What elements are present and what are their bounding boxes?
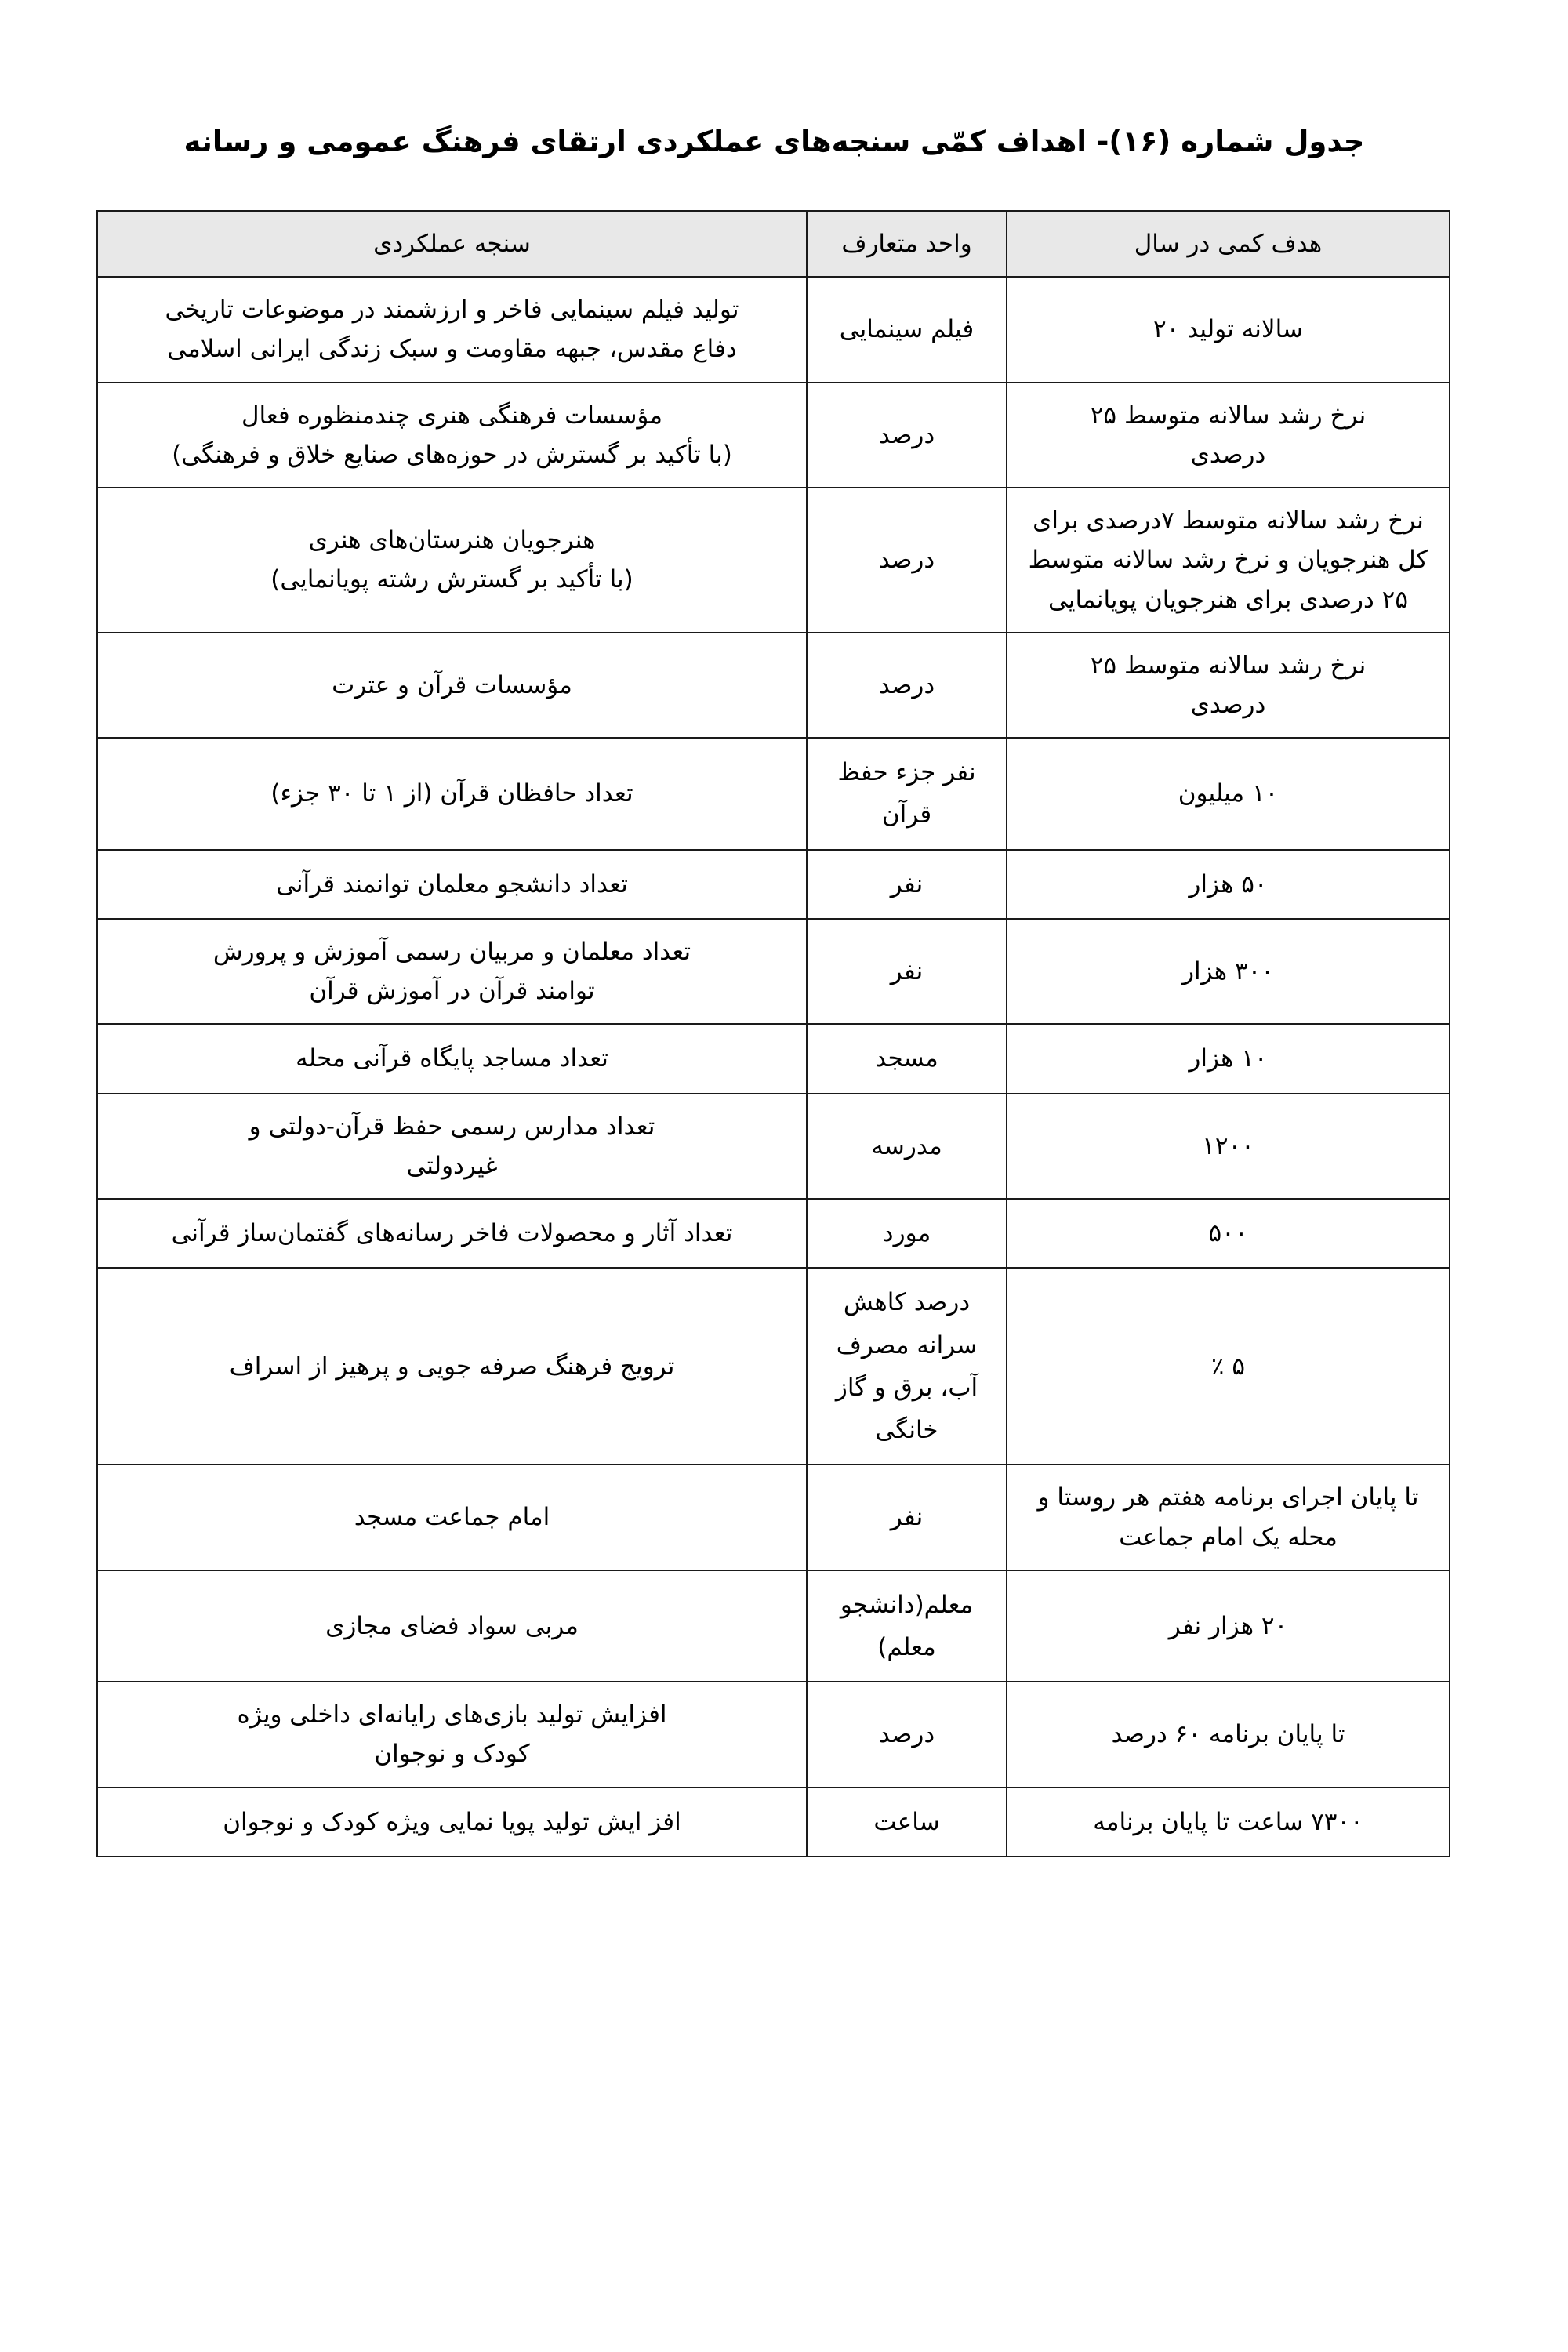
table-body <box>97 277 1450 1857</box>
table-header-row <box>97 211 1450 277</box>
table-row <box>97 277 1450 382</box>
table-row <box>97 1199 1450 1268</box>
table-row <box>97 850 1450 919</box>
table-row <box>97 1788 1450 1857</box>
cell-unit-text: درصد کاهش سرانه مصرف آب، برق و گاز خانگی <box>835 1288 978 1445</box>
cell-unit <box>807 738 1007 850</box>
table-row <box>97 1094 1450 1199</box>
cell-measure <box>97 1570 807 1682</box>
cell-unit <box>807 919 1007 1024</box>
table-row <box>97 488 1450 633</box>
cell-unit <box>807 1268 1007 1465</box>
cell-measure-line: ترویج فرهنگ صرفه جویی و پرهیز از اسراف <box>229 1352 675 1381</box>
cell-measure-line: (با تأکید بر گسترش رشته پویانمایی) <box>270 565 633 594</box>
cell-unit <box>807 277 1007 382</box>
cell-measure <box>97 383 807 488</box>
cell-measure <box>97 850 807 919</box>
cell-measure <box>97 488 807 633</box>
table-row <box>97 1465 1450 1570</box>
cell-target <box>1007 488 1450 633</box>
cell-measure-line: تولید فیلم سینمایی فاخر و ارزشمند در موضوعات تاریخی <box>165 296 739 325</box>
cell-target-line: ۲۰ هزار نفر <box>1168 1611 1288 1640</box>
cell-target-line: ۳۰۰ هزار <box>1182 957 1274 986</box>
performance-metrics-table <box>96 210 1450 1857</box>
cell-unit-text: نفر <box>890 1503 924 1532</box>
cell-unit <box>807 1094 1007 1199</box>
cell-target-line: سالانه تولید ۲۰ <box>1152 315 1304 344</box>
cell-measure <box>97 919 807 1024</box>
cell-target-line: نرخ رشد سالانه متوسط ۲۵ <box>1090 401 1367 430</box>
cell-target-line: نرخ رشد سالانه متوسط ۷درصدی برای کل هنرجویان و نرخ رشد سالانه متوسط ۲۵ درصدی برای هنرجویان پویانمایی <box>1028 506 1428 614</box>
table-row <box>97 1682 1450 1787</box>
cell-unit-text: مسجد <box>875 1044 938 1073</box>
cell-measure <box>97 277 807 382</box>
cell-unit-text: درصد <box>878 420 935 449</box>
cell-measure-line: مؤسسات قرآن و عترت <box>332 670 572 699</box>
cell-measure <box>97 1788 807 1857</box>
cell-target <box>1007 850 1450 919</box>
cell-target-line: ۱۰ میلیون <box>1178 779 1279 808</box>
cell-unit <box>807 850 1007 919</box>
cell-unit <box>807 1199 1007 1268</box>
cell-target <box>1007 1094 1450 1199</box>
cell-target-line: درصدی <box>1190 690 1266 719</box>
cell-measure <box>97 633 807 738</box>
cell-unit-text: درصد <box>878 546 935 575</box>
cell-target <box>1007 277 1450 382</box>
cell-measure <box>97 1094 807 1199</box>
column-header-target: هدف کمی در سال <box>1007 211 1450 277</box>
cell-target-line: ۱۰ هزار <box>1189 1044 1268 1073</box>
cell-unit <box>807 1465 1007 1570</box>
cell-unit <box>807 1570 1007 1682</box>
table-row <box>97 919 1450 1024</box>
cell-measure-line: کودک و نوجوان <box>374 1740 530 1769</box>
table-row <box>97 383 1450 488</box>
table-header <box>97 211 1450 277</box>
cell-unit-text: نفر جزء حفظ قرآن <box>837 758 976 829</box>
cell-target <box>1007 1465 1450 1570</box>
cell-unit <box>807 1682 1007 1787</box>
cell-target-line: ۵۰ هزار <box>1189 869 1268 898</box>
cell-target <box>1007 1682 1450 1787</box>
cell-unit-text: درصد <box>878 670 935 699</box>
cell-target <box>1007 919 1450 1024</box>
table-row <box>97 1570 1450 1682</box>
cell-measure <box>97 1199 807 1268</box>
cell-measure-line: مؤسسات فرهنگی هنری چندمنظوره فعال <box>241 401 663 430</box>
cell-unit <box>807 488 1007 633</box>
cell-measure <box>97 738 807 850</box>
cell-measure-line: تعداد دانشجو معلمان توانمند قرآنی <box>276 869 628 898</box>
page-title: جدول شماره (۱۶)- اهداف کمّی سنجه‌های عملکردی ارتقای فرهنگ عمومی و رسانه <box>183 125 1365 158</box>
table-row <box>97 1268 1450 1465</box>
cell-measure <box>97 1268 807 1465</box>
cell-unit <box>807 383 1007 488</box>
cell-measure-line: هنرجویان هنرستان‌های هنری <box>308 526 596 555</box>
cell-unit-text: معلم(دانشجو معلم) <box>840 1590 974 1661</box>
cell-measure-line: غیردولتی <box>406 1151 498 1180</box>
cell-unit <box>807 1788 1007 1857</box>
table-row <box>97 738 1450 850</box>
cell-target-line: ۵ ٪ <box>1210 1352 1246 1381</box>
column-header-unit: واحد متعارف <box>807 211 1007 277</box>
cell-measure-line: تعداد مساجد پایگاه قرآنی محله <box>296 1044 608 1073</box>
cell-unit-text: نفر <box>890 869 924 898</box>
cell-measure <box>97 1024 807 1093</box>
cell-target <box>1007 1788 1450 1857</box>
cell-unit-text: مدرسه <box>871 1131 942 1160</box>
cell-target <box>1007 633 1450 738</box>
cell-measure <box>97 1682 807 1787</box>
cell-target <box>1007 1570 1450 1682</box>
column-header-measure: سنجه عملکردی <box>97 211 807 277</box>
cell-unit-text: فیلم سینمایی <box>839 315 975 344</box>
cell-measure-line: تعداد آثار و محصولات فاخر رسانه‌های گفتمان‌ساز قرآنی <box>171 1219 733 1248</box>
cell-measure-line: تعداد حافظان قرآن (از ۱ تا ۳۰ جزء) <box>270 779 633 808</box>
cell-target <box>1007 383 1450 488</box>
cell-unit <box>807 633 1007 738</box>
cell-target <box>1007 1268 1450 1465</box>
cell-measure-line: افز ایش تولید پویا نمایی ویژه کودک و نوجوان <box>223 1807 681 1836</box>
cell-measure-line: امام جماعت مسجد <box>354 1503 550 1532</box>
table-row <box>97 1024 1450 1093</box>
cell-target-line: نرخ رشد سالانه متوسط ۲۵ <box>1090 651 1367 680</box>
cell-unit-text: نفر <box>890 957 924 986</box>
cell-target <box>1007 738 1450 850</box>
cell-target-line: ۷۳۰۰ ساعت تا پایان برنامه <box>1093 1807 1363 1836</box>
cell-target-line: درصدی <box>1190 440 1266 469</box>
cell-measure-line: توامند قرآن در آموزش قرآن <box>309 977 595 1006</box>
cell-unit-text: درصد <box>878 1720 935 1749</box>
cell-target-line: تا پایان اجرای برنامه هفتم هر روستا و محله یک امام جماعت <box>1037 1483 1419 1552</box>
cell-target-line: ۵۰۰ <box>1208 1219 1248 1248</box>
cell-unit-text: ساعت <box>873 1807 940 1836</box>
cell-target <box>1007 1199 1450 1268</box>
cell-unit-text: مورد <box>882 1219 931 1248</box>
cell-measure <box>97 1465 807 1570</box>
cell-unit <box>807 1024 1007 1093</box>
cell-measure-line: (با تأکید بر گسترش در حوزه‌های صنایع خلاق و فرهنگی) <box>172 440 732 469</box>
cell-measure-line: تعداد مدارس رسمی حفظ قرآن-دولتی و <box>249 1112 655 1141</box>
cell-measure-line: مربی سواد فضای مجازی <box>325 1611 579 1640</box>
cell-measure-line: افزایش تولید بازی‌های رایانه‌ای داخلی ویژه <box>237 1700 667 1730</box>
cell-target-line: تا پایان برنامه ۶۰ درصد <box>1111 1720 1345 1749</box>
cell-target-line: ۱۲۰۰ <box>1202 1131 1254 1160</box>
cell-target <box>1007 1024 1450 1093</box>
cell-measure-line: تعداد معلمان و مربیان رسمی آموزش و پرورش <box>212 937 691 966</box>
table-row <box>97 633 1450 738</box>
cell-measure-line: دفاع مقدس، جبهه مقاومت و سبک زندگی ایرانی اسلامی <box>167 335 737 364</box>
